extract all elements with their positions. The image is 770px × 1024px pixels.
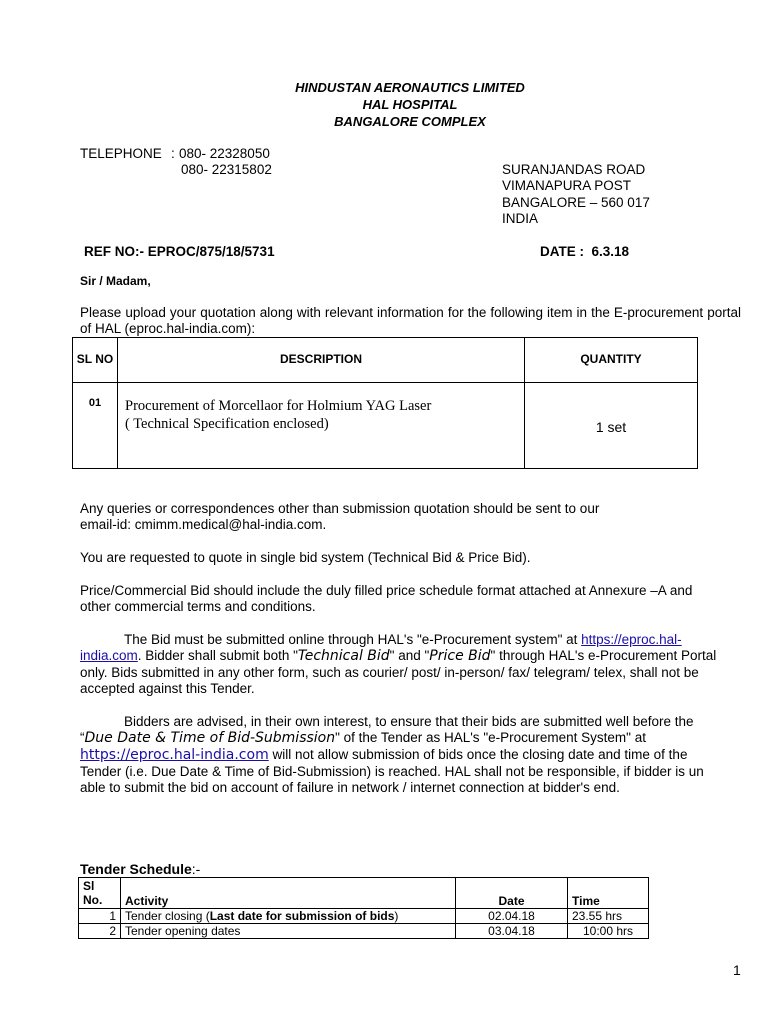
schedule-header-sl — [79, 878, 121, 909]
activity-prefix: Tender closing ( — [125, 909, 210, 923]
activity-suffix: ) — [394, 909, 399, 923]
advice-line-4: Tender (i.e. Due Date & Time of Bid-Submission) is reached. HAL shall not be responsible, if bidder is un — [80, 764, 704, 779]
advice-line-3 — [80, 747, 687, 763]
schedule-row-time: 10:00 hrs — [568, 924, 649, 939]
activity-bold: Last date for submission of bids — [209, 909, 395, 923]
schedule-header — [79, 878, 649, 909]
single-bid-note: You are requested to quote in single bid system (Technical Bid & Price Bid). — [80, 550, 531, 565]
unit-name: HAL HOSPITAL — [362, 97, 458, 112]
schedule-row-sl: 2 — [79, 924, 121, 939]
submission-text-3: " and " — [389, 648, 430, 663]
salutation: Sir / Madam, — [80, 274, 151, 288]
submission-line-4: accepted against this Tender. — [80, 681, 255, 696]
due-date-term: Due Date & Time of Bid-Submission — [84, 730, 336, 746]
ref-number: REF NO:- EPROC/875/18/5731 — [84, 244, 275, 259]
page-number: 1 — [733, 962, 741, 978]
items-table-header — [73, 338, 698, 383]
advice-open-quote: “ — [80, 730, 85, 745]
intro-paragraph: Please upload your quotation along with relevant information for the following item in the E-procurement portal of HAL (eproc.hal-india.com): — [80, 305, 741, 336]
eproc-link-part-2[interactable]: india.com — [80, 648, 138, 663]
schedule-table — [78, 877, 649, 939]
schedule-row-activity — [121, 909, 456, 924]
schedule-row-time: 23.55 hrs — [568, 909, 649, 924]
header-quantity: QUANTITY — [525, 338, 698, 383]
schedule-row-activity — [121, 924, 456, 939]
schedule-header-sl-1: Sl — [83, 879, 95, 893]
eproc-link-part-1[interactable]: https://eproc.hal- — [581, 632, 682, 647]
item-quantity: 1 set — [525, 383, 698, 469]
queries-line-1: Any queries or correspondences other than submission quotation should be sent to our — [80, 501, 600, 516]
eproc-link-advice[interactable]: https://eproc.hal-india.com — [80, 747, 269, 763]
schedule-title-text: Tender Schedule — [80, 861, 192, 877]
address-line-4: INDIA — [502, 211, 539, 226]
item-sl: 01 — [73, 383, 118, 469]
submission-text-4: " through HAL's e-Procurement Portal — [490, 648, 717, 663]
advice-line-2 — [80, 730, 646, 746]
technical-bid-term: Technical Bid — [297, 648, 390, 664]
company-name: HINDUSTAN AERONAUTICS LIMITED — [295, 80, 525, 95]
price-bid-line-1: Price/Commercial Bid should include the duly filled price schedule format attached at Annexure –A and — [80, 583, 693, 598]
address-line-3: BANGALORE – 560 017 — [502, 195, 650, 210]
advice-text-2: " of the Tender as HAL's "e-Procurement System" at — [335, 730, 646, 745]
items-table — [72, 337, 698, 469]
queries-line-2: email-id: cmimm.medical@hal-india.com. — [80, 517, 327, 532]
schedule-row — [79, 909, 649, 924]
telephone-label: TELEPHONE — [80, 146, 162, 161]
schedule-row-sl: 1 — [79, 909, 121, 924]
header-sl-no: SL NO — [73, 338, 118, 383]
schedule-row-date: 03.04.18 — [456, 924, 568, 939]
complex-name: BANGALORE COMPLEX — [334, 114, 486, 129]
schedule-header-activity: Activity — [121, 878, 456, 909]
submission-line-2 — [80, 648, 716, 664]
submission-line-3: only. Bids submitted in any other form, such as courier/ post/ in-person/ fax/ telegram/ telex, shall not be — [80, 665, 699, 680]
address-line-2: VIMANAPURA POST — [502, 178, 632, 193]
price-bid-term: Price Bid — [429, 648, 491, 664]
submission-text-2: . Bidder shall submit both " — [137, 648, 298, 663]
phone-2: 080- 22315802 — [181, 162, 272, 177]
header-description: DESCRIPTION — [118, 338, 525, 383]
items-table-row — [73, 383, 698, 469]
activity-prefix: Tender opening dates — [125, 924, 241, 938]
schedule-header-time: Time — [568, 878, 649, 909]
item-description-line-2: ( Technical Specification enclosed) — [125, 416, 329, 432]
advice-line-1: Bidders are advised, in their own interest, to ensure that their bids are submitted well before the — [124, 714, 694, 729]
schedule-header-sl-2: No. — [83, 893, 103, 907]
schedule-title — [80, 861, 200, 877]
advice-line-5: able to submit the bid on account of failure in network / internet connection at bidder's end. — [80, 780, 620, 795]
submission-line-1 — [124, 632, 682, 648]
advice-text-3: will not allow submission of bids once the closing date and time of the — [268, 747, 688, 762]
item-description-line-1: Procurement of Morcellaor for Holmium YAG Laser — [125, 398, 432, 414]
submission-text-1: The Bid must be submitted online through HAL's "e-Procurement system" at — [124, 632, 582, 647]
schedule-row — [79, 924, 649, 939]
schedule-header-date: Date — [456, 878, 568, 909]
schedule-title-suffix-text: :- — [191, 861, 201, 877]
phone-1: 080- 22328050 — [179, 146, 270, 161]
letter-date: DATE : 6.3.18 — [540, 244, 630, 259]
schedule-row-date: 02.04.18 — [456, 909, 568, 924]
telephone-sep: : — [171, 146, 175, 161]
price-bid-line-2: other commercial terms and conditions. — [80, 599, 316, 614]
address-line-1: SURANJANDAS ROAD — [502, 162, 646, 177]
